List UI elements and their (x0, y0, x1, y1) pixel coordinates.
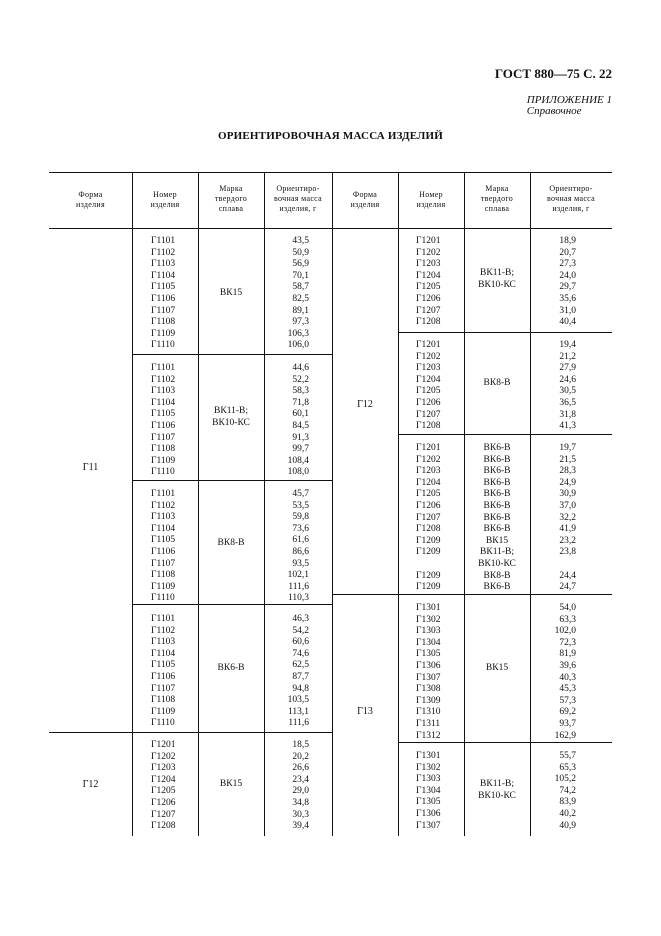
mass-values: 54,0 63,3 102,0 72,3 81,9 39,6 40,3 45,3 57,3 69,2 93,7 162,9 (554, 603, 576, 741)
mass-values: 18,5 20,2 26,6 23,4 29,0 34,8 30,3 39,4 (292, 740, 309, 832)
mass-values: 44,6 52,2 58,3 71,8 60,1 84,5 91,3 99,7 108,4 108,0 (287, 363, 309, 478)
alloy-grade: ВК11-В; ВК10-КС (212, 406, 250, 428)
mass-values: 45,7 53,5 59,8 73,6 61,6 86,6 93,5 102,1 111,6 110,3 (287, 489, 309, 604)
mass-values: 18,9 20,7 27,3 24,0 29,7 35,6 31,0 40,4 (559, 236, 576, 328)
alloy-grade: ВК11-В; ВК10-КС (478, 268, 516, 290)
group-divider (398, 332, 612, 333)
mass-values: 19,7 21,5 28,3 24,9 30,9 37,0 32,2 41,9 23,2 23,8 24,4 24,7 (559, 443, 576, 593)
item-numbers: Г1101 Г1102 Г1103 Г1104 Г1105 Г1106 Г1107 Г1108 Г1109 Г1110 (151, 363, 176, 478)
table-header-rule (49, 228, 612, 229)
form-label: Г12 (82, 779, 99, 790)
item-numbers: Г1301 Г1302 Г1303 Г1304 Г1305 Г1306 Г1307 Г1308 Г1309 Г1310 Г1311 Г1312 (416, 603, 441, 741)
form-label: Г12 (357, 399, 373, 410)
item-numbers: Г1101 Г1102 Г1103 Г1104 Г1105 Г1106 Г1107 Г1108 Г1109 Г1110 (151, 489, 176, 604)
item-numbers: Г1201 Г1202 Г1203 Г1204 Г1205 Г1206 Г1207 Г1208 (416, 236, 441, 328)
item-numbers: Г1301 Г1302 Г1303 Г1304 Г1305 Г1306 Г1307 (416, 751, 441, 831)
appendix-label (527, 95, 612, 117)
col-divider (398, 172, 399, 836)
mass-values: 43,5 50,9 56,9 70,1 58,7 82,5 89,1 97,3 106,3 106,0 (287, 236, 309, 351)
item-numbers: Г1201 Г1202 Г1203 Г1204 Г1205 Г1206 Г1207 Г1208 (416, 340, 441, 432)
header-number: Номер изделия (150, 190, 180, 209)
item-numbers: Г1101 Г1102 Г1103 Г1104 Г1105 Г1106 Г1107 Г1108 Г1109 Г1110 (151, 236, 176, 351)
col-divider (332, 172, 333, 836)
alloy-grade: ВК11-В; ВК10-КС (478, 779, 516, 801)
header-mass: Ориентиро- вочная масса изделия, г (547, 184, 595, 213)
item-numbers: Г1201 Г1202 Г1203 Г1204 Г1205 Г1206 Г1207 Г1208 Г1209 Г1209 Г1209 Г1209 (416, 443, 441, 593)
mass-values: 46,3 54,2 60,6 74,6 62,5 87,7 94,8 103,5 113,1 111,6 (287, 614, 309, 729)
alloy-grade: ВК8-В (483, 378, 511, 388)
table-top-rule (49, 172, 612, 173)
col-divider (132, 172, 133, 836)
alloy-grade: ВК6-В ВК6-В ВК6-В ВК6-В ВК6-В ВК6-В ВК6-В ВК6-В ВК15 ВК11-В; ВК10-КС ВК8-В ВК6-В (478, 443, 516, 593)
form-label: Г13 (357, 706, 373, 717)
group-divider (398, 742, 612, 743)
alloy-grade: ВК15 (219, 288, 243, 298)
header-grade: Марка твердого сплава (480, 184, 514, 213)
header-grade: Марка твердого сплава (214, 184, 248, 213)
alloy-grade: ВК8-В (217, 538, 245, 548)
group-divider (398, 434, 612, 435)
header-number: Номер изделия (416, 190, 446, 209)
form-divider (49, 732, 332, 733)
header-form: Форма изделия (76, 190, 105, 209)
alloy-grade: ВК15 (485, 663, 509, 673)
mass-values: 19,4 21,2 27,9 24,6 30,5 36,5 31,8 41,3 (559, 340, 576, 432)
header-mass: Ориентиро- вочная масса изделия, г (274, 184, 322, 213)
group-divider (132, 480, 332, 481)
appendix-note: Справочное (526, 105, 582, 117)
item-numbers: Г1201 Г1202 Г1203 Г1204 Г1205 Г1206 Г1207 Г1208 (151, 740, 176, 832)
alloy-grade: ВК6-В (217, 663, 245, 673)
form-divider (332, 594, 612, 595)
group-divider (132, 354, 332, 355)
form-label: Г11 (82, 462, 99, 473)
mass-values: 55,7 65,3 105,2 74,2 83,9 40,2 40,9 (554, 751, 576, 831)
item-numbers: Г1101 Г1102 Г1103 Г1104 Г1105 Г1106 Г1107 Г1108 Г1109 Г1110 (151, 614, 176, 729)
alloy-grade: ВК15 (219, 779, 243, 789)
col-divider (198, 172, 199, 836)
page-header: ГОСТ 880—75 С. 22 (494, 66, 612, 81)
header-form: Форма изделия (350, 190, 380, 209)
table-title: ОРИЕНТИРОВОЧНАЯ МАССА ИЗДЕЛИЙ (217, 130, 444, 142)
appendix-title: ПРИЛОЖЕНИЕ 1 (526, 94, 612, 106)
